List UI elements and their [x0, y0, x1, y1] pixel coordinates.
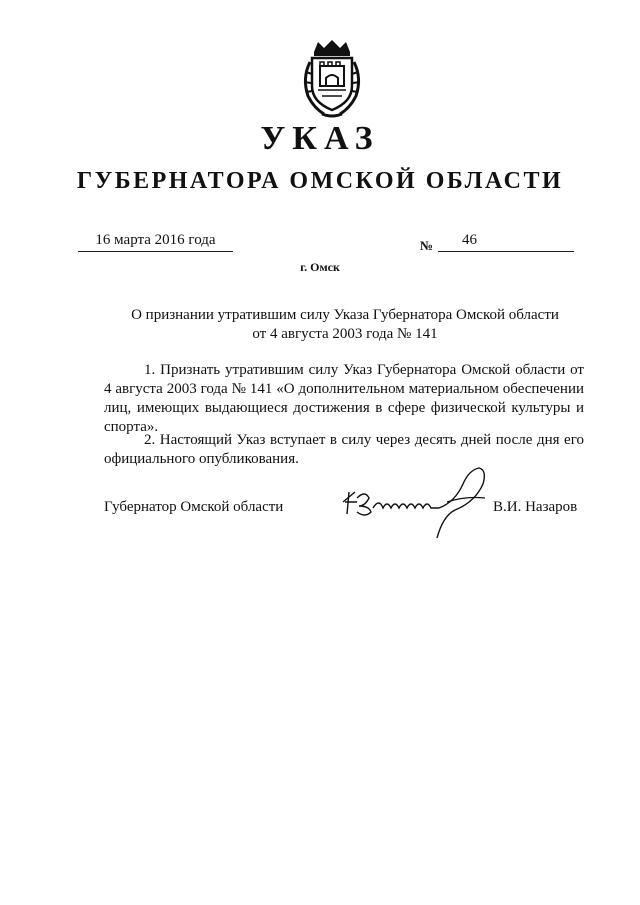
coat-of-arms-icon	[300, 38, 364, 118]
signatory-position: Губернатор Омской области	[104, 499, 284, 515]
number-prefix: №	[420, 238, 434, 253]
heading-line-2: от 4 августа 2003 года № 141	[252, 326, 438, 342]
signature-image	[335, 462, 495, 540]
document-subtitle: ГУБЕРНАТОРА ОМСКОЙ ОБЛАСТИ	[76, 168, 564, 194]
paragraph-2: 2. Настоящий Указ вступает в силу через десять дней после дня его официального опубликования.	[104, 432, 584, 467]
document-title: УКАЗ	[260, 120, 380, 157]
paragraph-1: 1. Признать утратившим силу Указ Губернатора Омской области от 4 августа 2003 года № 141 «О дополнительном материальном обеспечении лиц, имеющих выдающиеся достижения в сфере физической культуры и спорта».	[104, 362, 584, 435]
signatory-name: В.И. Назаров	[493, 499, 578, 515]
document-date: 16 марта 2016 года	[78, 232, 233, 252]
document-heading	[100, 306, 590, 344]
heading-line-1: О признании утратившим силу Указа Губернатора Омской области	[131, 307, 559, 323]
document-city: г. Омск	[300, 260, 340, 274]
document-number: 46	[438, 232, 574, 252]
